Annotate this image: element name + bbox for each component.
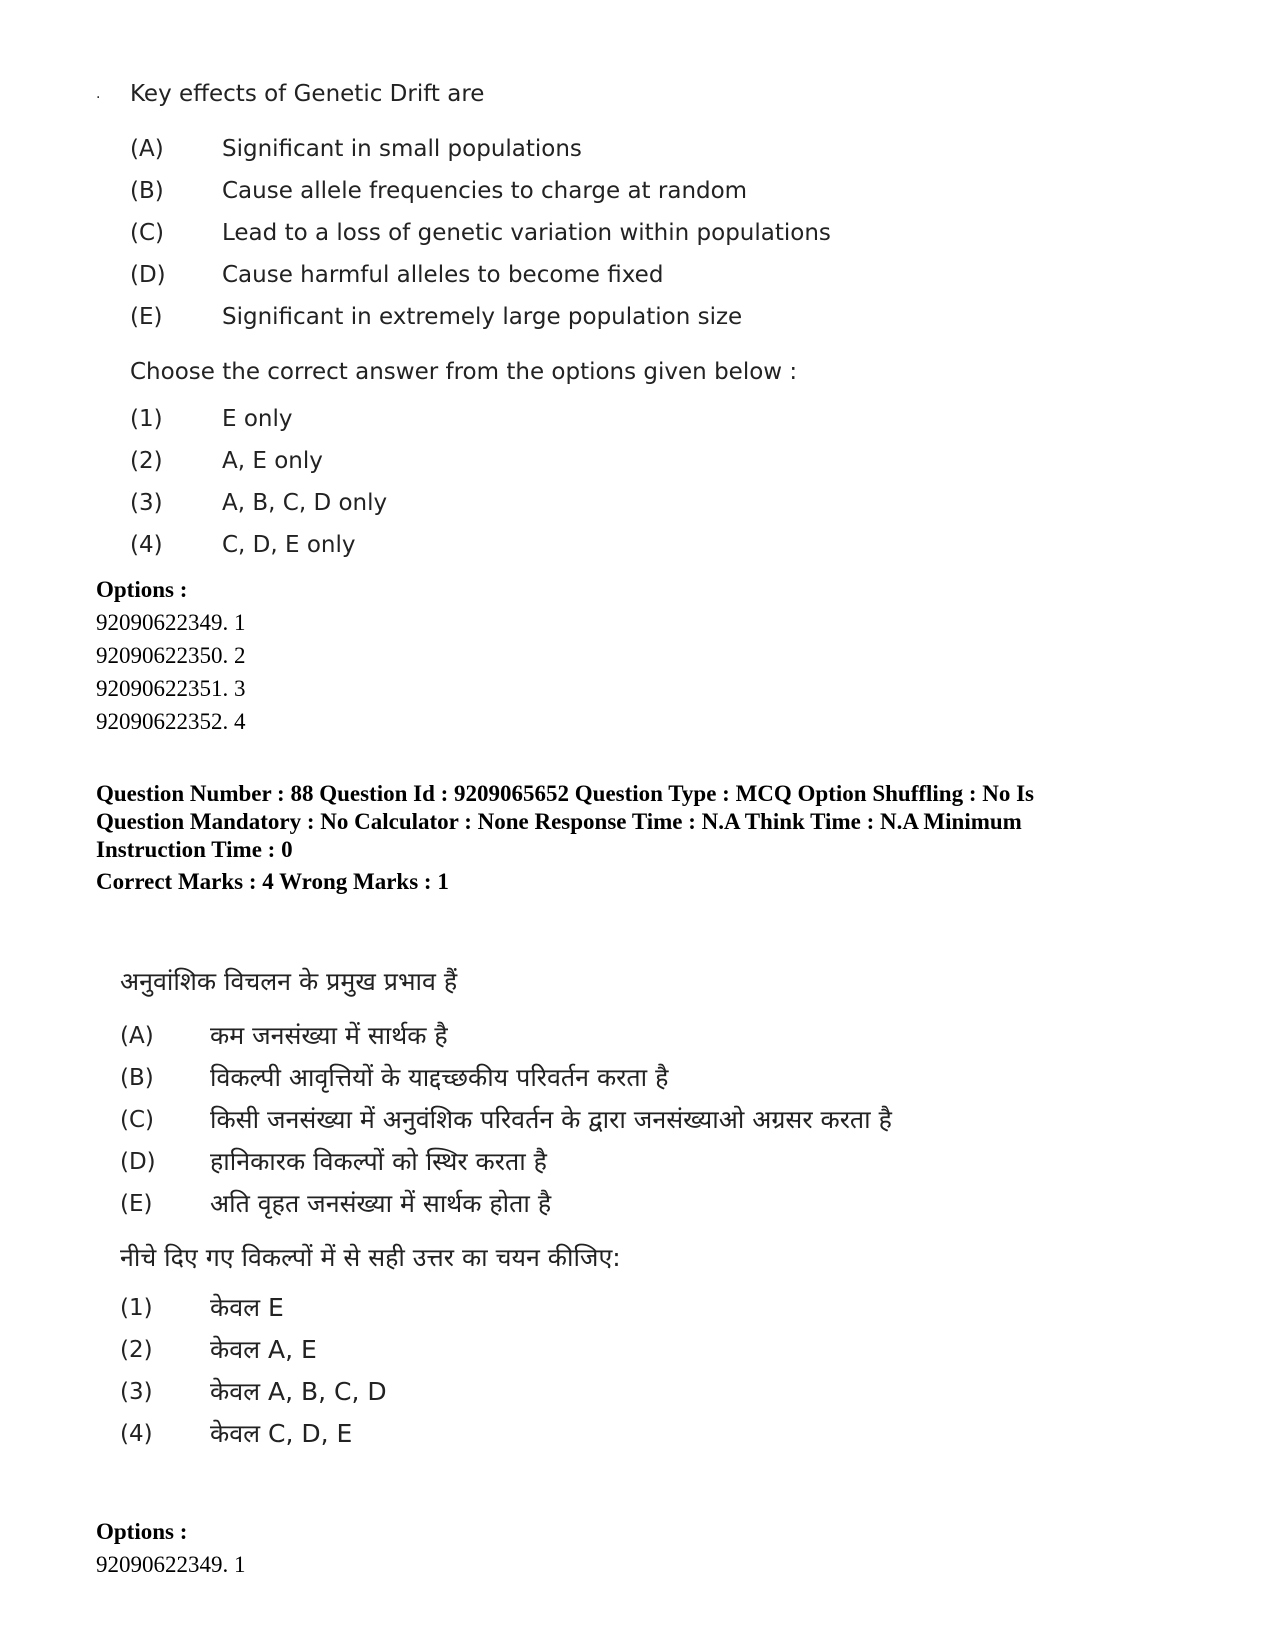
choice-key: (3) bbox=[120, 1379, 153, 1405]
choice-text: E only bbox=[222, 406, 293, 432]
statement-text: कम जनसंख्या में सार्थक है bbox=[210, 1021, 448, 1050]
instruction-en: Choose the correct answer from the options given below : bbox=[130, 359, 798, 385]
question-stem-en: Key effects of Genetic Drift are bbox=[130, 81, 485, 107]
question-stem-hi: अनुवांशिक विचलन के प्रमुख प्रभाव हैं bbox=[120, 967, 458, 996]
choice-key: (4) bbox=[130, 532, 163, 558]
choice-text: A, E only bbox=[222, 448, 323, 474]
statement-row bbox=[130, 170, 1196, 212]
choice-row bbox=[130, 482, 1196, 524]
question-meta bbox=[96, 780, 1216, 896]
choice-row bbox=[130, 524, 1196, 566]
choice-key: (1) bbox=[120, 1295, 153, 1321]
question-en bbox=[96, 78, 1196, 566]
statement-key: (D) bbox=[120, 1149, 156, 1175]
statement-row bbox=[120, 1057, 1220, 1099]
statement-text: Significant in small populations bbox=[222, 136, 582, 162]
choice-key: (2) bbox=[120, 1337, 153, 1363]
instruction-hi: नीचे दिए गए विकल्पों में से सही उत्तर का चयन कीजिए: bbox=[120, 1243, 621, 1272]
choice-text: C, D, E only bbox=[222, 532, 356, 558]
choice-text: केवल A, E bbox=[210, 1335, 317, 1364]
statement-text: अति वृहत जनसंख्या में सार्थक होता है bbox=[210, 1189, 552, 1218]
statement-key: (C) bbox=[130, 220, 165, 246]
statement-key: (A) bbox=[130, 136, 164, 162]
options-block bbox=[96, 574, 1216, 738]
statement-text: Significant in extremely large population size bbox=[222, 304, 743, 330]
option-id-line: 92090622350. 2 bbox=[96, 643, 246, 668]
option-id-line: 92090622349. 1 bbox=[96, 1552, 246, 1577]
marks-line: Correct Marks : 4 Wrong Marks : 1 bbox=[96, 869, 449, 894]
choice-text: केवल A, B, C, D bbox=[210, 1377, 387, 1406]
choice-row bbox=[130, 440, 1196, 482]
statement-key: (C) bbox=[120, 1107, 155, 1133]
statement-row bbox=[130, 212, 1196, 254]
choice-row bbox=[120, 1413, 1220, 1455]
choice-row bbox=[130, 398, 1196, 440]
statement-key: (D) bbox=[130, 262, 166, 288]
choice-text: A, B, C, D only bbox=[222, 490, 388, 516]
option-id-line: 92090622349. 1 bbox=[96, 610, 246, 635]
statement-key: (B) bbox=[120, 1065, 154, 1091]
question-hi bbox=[120, 965, 1220, 1455]
meta-line: Question Mandatory : No Calculator : None Response Time : N.A Think Time : N.A Minimum bbox=[96, 809, 1022, 834]
statement-row bbox=[120, 1183, 1220, 1225]
choice-row bbox=[120, 1371, 1220, 1413]
statement-row bbox=[120, 1141, 1220, 1183]
choice-text: केवल C, D, E bbox=[210, 1419, 353, 1448]
option-id-line: 92090622352. 4 bbox=[96, 709, 246, 734]
statement-text: Lead to a loss of genetic variation within populations bbox=[222, 220, 831, 246]
statement-key: (A) bbox=[120, 1023, 154, 1049]
meta-line: Question Number : 88 Question Id : 9209065652 Question Type : MCQ Option Shuffling : No Is bbox=[96, 781, 1035, 806]
option-id-line: 92090622351. 3 bbox=[96, 676, 246, 701]
statement-text: विकल्पी आवृत्तियों के याद्दच्छकीय परिवर्तन करता है bbox=[210, 1063, 669, 1092]
options-block bbox=[96, 1516, 1216, 1581]
choice-row bbox=[120, 1329, 1220, 1371]
choice-key: (1) bbox=[130, 406, 163, 432]
choice-text: केवल E bbox=[210, 1293, 284, 1322]
statement-key: (E) bbox=[120, 1191, 153, 1217]
statement-text: हानिकारक विकल्पों को स्थिर करता है bbox=[210, 1147, 547, 1176]
statement-key: (B) bbox=[130, 178, 164, 204]
choice-key: (3) bbox=[130, 490, 163, 516]
options-title: Options : bbox=[96, 1519, 188, 1544]
bullet-mark: . bbox=[96, 86, 101, 102]
statement-row bbox=[120, 1015, 1220, 1057]
statement-text: Cause allele frequencies to charge at random bbox=[222, 178, 748, 204]
statement-row bbox=[130, 296, 1196, 338]
meta-line: Instruction Time : 0 bbox=[96, 837, 293, 862]
statement-text: Cause harmful alleles to become fixed bbox=[222, 262, 664, 288]
statement-key: (E) bbox=[130, 304, 163, 330]
statement-row bbox=[130, 254, 1196, 296]
choice-row bbox=[120, 1287, 1220, 1329]
statement-text: किसी जनसंख्या में अनुवंशिक परिवर्तन के द्वारा जनसंख्याओ अग्रसर करता है bbox=[210, 1105, 892, 1134]
choice-key: (2) bbox=[130, 448, 163, 474]
choice-key: (4) bbox=[120, 1421, 153, 1447]
statement-row bbox=[120, 1099, 1220, 1141]
options-title: Options : bbox=[96, 577, 188, 602]
statement-row bbox=[130, 128, 1196, 170]
